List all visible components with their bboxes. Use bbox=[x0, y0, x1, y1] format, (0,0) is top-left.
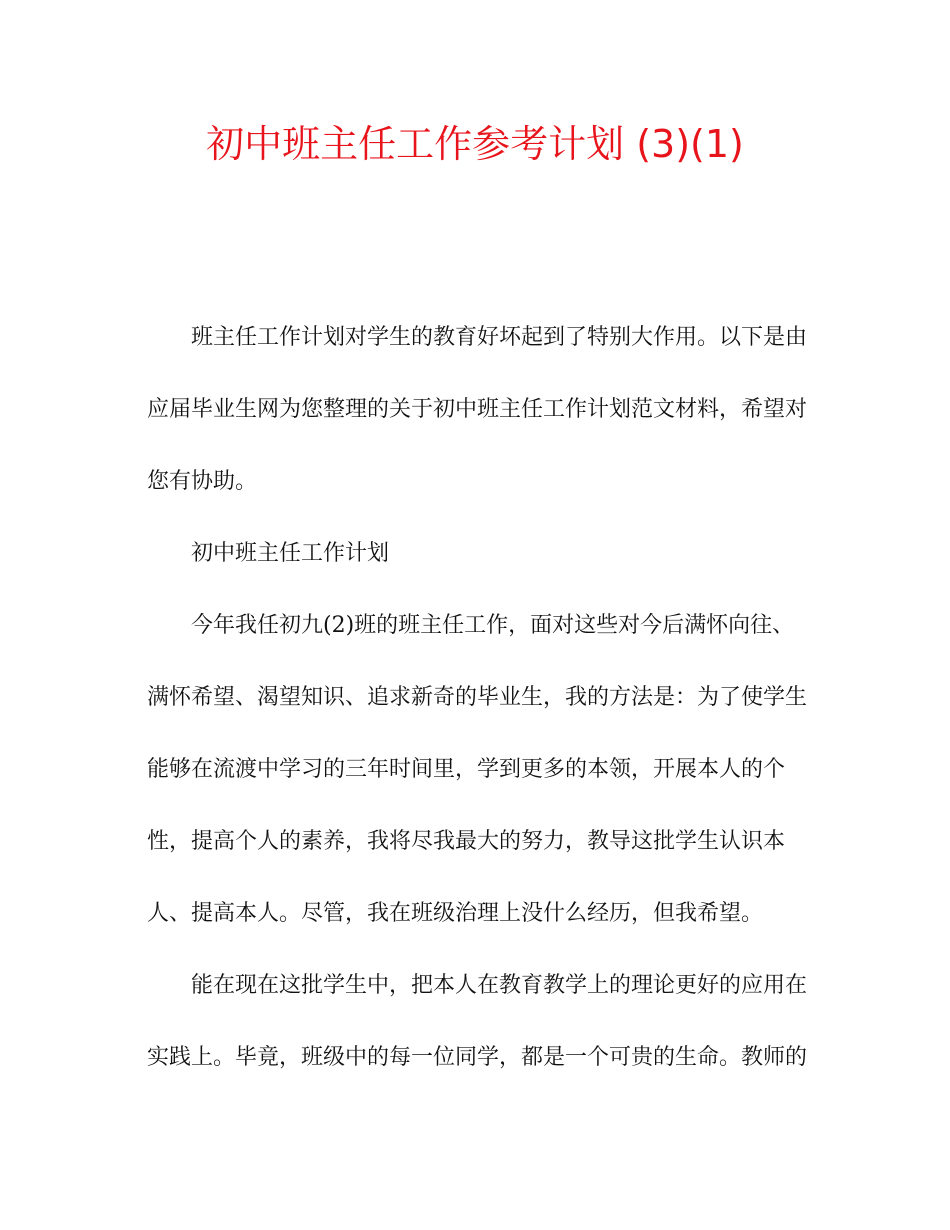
text-line: 实践上。毕竟，班级中的每一位同学，都是一个可贵的生命。教师的 bbox=[147, 1045, 807, 1070]
paragraph-plan-intro bbox=[147, 600, 807, 960]
text-line: 满怀希望、渴望知识、追求新奇的毕业生，我的方法是：为了使学生 bbox=[147, 685, 807, 710]
text-line: 今年我任初九(2)班的班主任工作，面对这些对今后满怀向往、 bbox=[191, 613, 795, 638]
text-line: 性，提高个人的素养，我将尽我最大的努力，教导这批学生认识本 bbox=[147, 829, 786, 854]
paragraph-practice bbox=[147, 960, 807, 1104]
section-heading: 初中班主任工作计划 bbox=[191, 541, 390, 566]
paragraph-subheading bbox=[147, 528, 807, 600]
text-line: 班主任工作计划对学生的教育好坏起到了特别大作用。以下是由 bbox=[191, 325, 807, 350]
text-line: 您有协助。 bbox=[147, 469, 258, 494]
text-line: 能在现在这批学生中，把本人在教育教学上的理论更好的应用在 bbox=[191, 973, 807, 998]
text-line: 应届毕业生网为您整理的关于初中班主任工作计划范文材料，希望对 bbox=[147, 397, 807, 422]
document-title: 初中班主任工作参考计划 (3)(1) bbox=[206, 122, 744, 166]
text-line: 人、提高本人。尽管，我在班级治理上没什么经历，但我希望。 bbox=[147, 901, 764, 926]
paragraph-intro bbox=[147, 312, 807, 528]
text-line: 能够在流渡中学习的三年时间里，学到更多的本领，开展本人的个 bbox=[147, 757, 786, 782]
document-body bbox=[147, 312, 807, 1104]
